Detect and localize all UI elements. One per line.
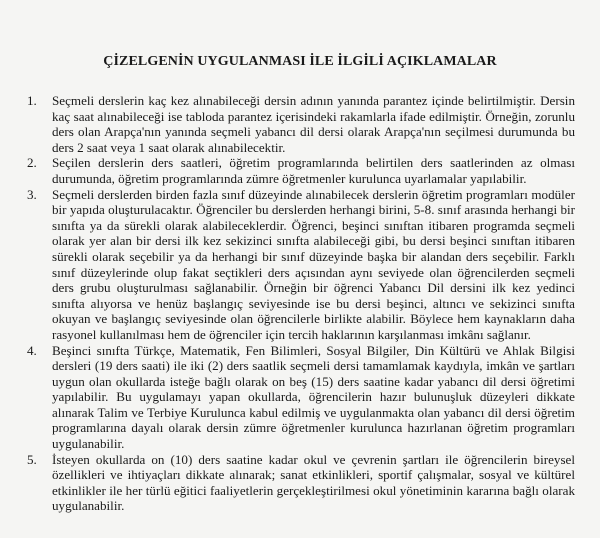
item-number: 1.: [27, 93, 37, 108]
list-item-5: [24, 452, 575, 514]
item-number: 3.: [27, 186, 37, 202]
item-text: Seçmeli derslerin kaç kez alınabileceği dersin adının yanında parantez içinde belirtilmiştir. Dersin kaç saat alınabileceği ise tabloda parantez içerisindeki rakamlarla ifade edilmiştir. Örneğin, zorunlu ders olan Arapça'nın yanında seçmeli yabancı dil dersi olarak Arapça'nın seçilmesi durumunda bu ders 2 saat veya 1 saat olarak alınabilecektir.: [52, 93, 575, 155]
item-number: 2.: [27, 155, 37, 171]
list-item-1: [24, 93, 575, 155]
item-number: 5.: [27, 451, 37, 467]
item-text: Beşinci sınıfta Türkçe, Matematik, Fen Bilimleri, Sosyal Bilgiler, Din Kültürü ve Ahlak Bilgisi dersleri (19 ders saati) ile iki (2) ders saatlik seçmeli dersi tamamlamak kaydıyla, imkân ve şartları uygun olan okullarda isteğe bağlı olarak on beş (15) ders saatine kadar yabancı dil dersi öğretimi yapılabilir. Bu uygulamayı yapan okullarda, öğrencilerin hazır bulunuşluk düzeyleri dikkate alınarak Talim ve Terbiye Kurulunca kabul edilmiş ve uygulanmakta olan yabancı dil dersi öğretim programlarına dayalı olarak dersin zümre öğretmenler kurulunca hazırlanan öğretim programları uygulanabilir.: [52, 342, 575, 452]
list-item-3: [24, 187, 575, 343]
list-item-2: [24, 155, 575, 186]
list-item-4: [24, 343, 575, 452]
item-number: 4.: [27, 342, 37, 358]
item-text: Seçilen derslerin ders saatleri, öğretim programlarında belirtilen ders saatlerinden az olması durumunda, öğretim programlarında zümre öğretmenler kurulunca uyarlamalar yapılabilir.: [52, 155, 575, 186]
explanations-list: [24, 93, 575, 514]
page-title: ÇİZELGENİN UYGULANMASI İLE İLGİLİ AÇIKLAMALAR: [103, 54, 497, 69]
item-text: Seçmeli derslerden birden fazla sınıf düzeyinde alınabilecek derslerin öğretim programları modüler bir yapıda oluşturulacaktır. Öğrenciler bu derslerden herhangi birini, 5-8. sınıf arasında herhangi bir sınıfta ya da sürekli olarak alabileceklerdir. Öğrenci, beşinci sınıftan itibaren programda seçmeli olarak yer alan bir dersi ilk kez sekizinci sınıfta alabileceği gibi, bu dersi beşinci sınıftan itibaren sürekli olarak seçebilir ya da herhangi bir sınıf düzeyinde başka bir alandan ders seçebilir. Farklı sınıf düzeylerinde olup fakat seçtikleri ders açısından aynı seviyede olan öğrencilerden seçmeli ders grubu oluşturulması sağlanabilir. Örneğin bir öğrenci Yabancı Dil dersini ilk kez yedinci sınıfta alıyorsa ve henüz başlangıç seviyesinde ise bu dersi beşinci, altıncı ve sekizinci sınıfta okuyan ve başlangıç seviyesinde olan öğrencilerle birlikte alabilir. Böylece hem kaynakların daha rasyonel kullanılması hem de öğrenciler için tercih haklarının karşılanması imkânı sağlanır.: [52, 186, 575, 342]
item-text: İsteyen okullarda on (10) ders saatine kadar okul ve çevrenin şartları ile öğrencilerin bireysel özellikleri ve ihtiyaçları dikkate alınarak; sanat etkinlikleri, sportif çalışmalar, sosyal ve kültürel etkinlikler ile her türlü eğitici faaliyetlerin gerçekleştirilmesi okul yönetiminin kararına bağlı olarak uygulanabilir.: [52, 451, 575, 514]
